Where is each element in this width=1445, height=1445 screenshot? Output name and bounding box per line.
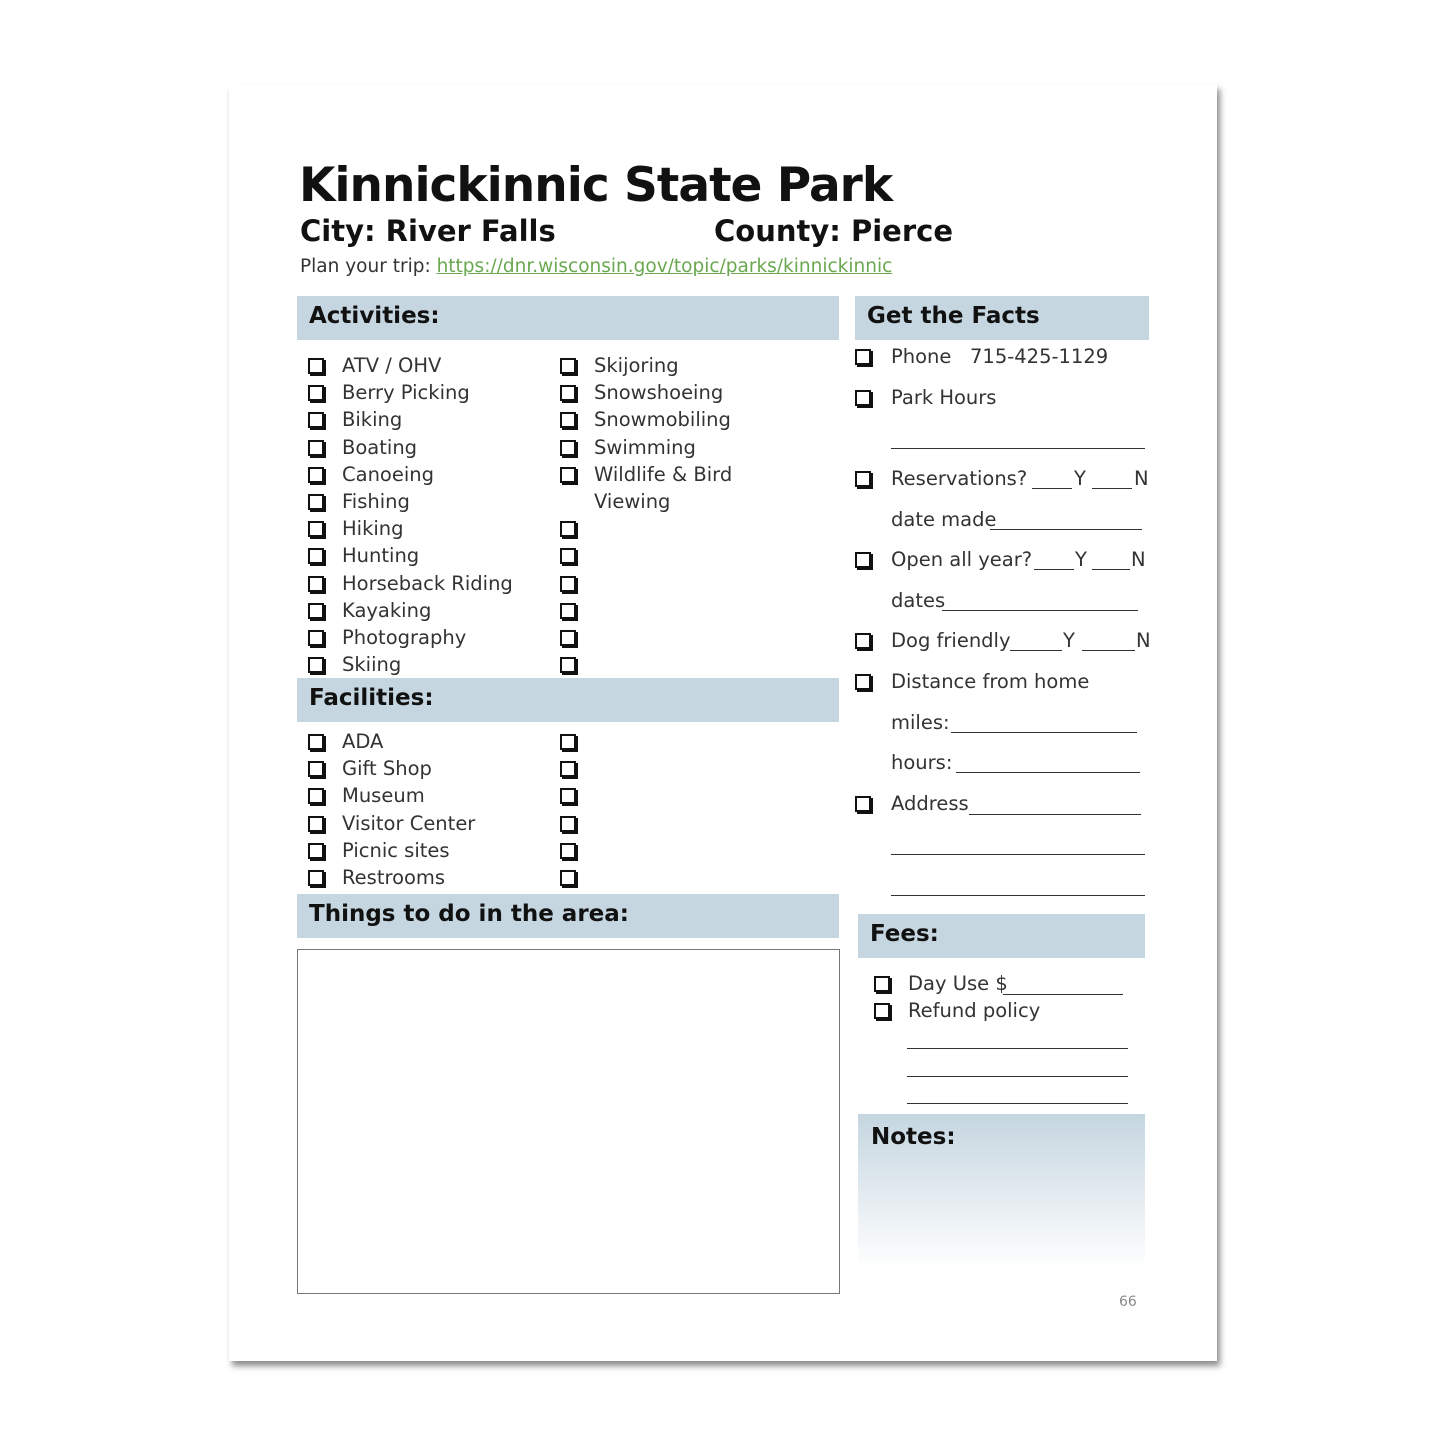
dog-n-line[interactable] (1082, 650, 1135, 651)
checkbox[interactable] (560, 467, 576, 483)
checklist-label: Snowmobiling (594, 408, 731, 432)
fees-header (858, 914, 1145, 958)
refund-line-3[interactable] (907, 1103, 1128, 1104)
dog-n: N (1136, 629, 1151, 652)
checkbox[interactable] (308, 603, 324, 619)
checklist-label: Restrooms (342, 866, 446, 889)
park-url-link[interactable]: https://dnr.wisconsin.gov/topic/parks/kinnickinnic (436, 256, 893, 277)
checkbox[interactable] (560, 440, 576, 456)
dates-label: dates (891, 589, 946, 612)
dog-friendly-checkbox[interactable] (855, 633, 871, 649)
checkbox[interactable] (308, 734, 324, 750)
dates-line[interactable] (942, 610, 1138, 611)
checklist-label: Visitor Center (342, 811, 476, 835)
address-checkbox[interactable] (855, 796, 871, 812)
open-n-line[interactable] (1092, 569, 1130, 570)
checklist-label: Wildlife & Bird (594, 462, 733, 486)
checklist-label: Boating (342, 435, 418, 459)
checkbox[interactable] (308, 843, 324, 859)
checkbox[interactable] (308, 630, 324, 646)
county-label: County: Pierce (714, 214, 953, 248)
reservations-label: Reservations? (891, 467, 1028, 490)
distance-label: Distance from home (891, 670, 1090, 693)
miles-line[interactable] (951, 732, 1137, 733)
plan-trip-label: Plan your trip: (300, 256, 437, 277)
checkbox[interactable] (560, 548, 576, 564)
checkbox[interactable] (560, 412, 576, 428)
distance-checkbox[interactable] (855, 674, 871, 690)
reservations-checkbox[interactable] (855, 471, 871, 487)
open-n: N (1131, 548, 1146, 571)
page-number: 66 (1119, 1294, 1137, 1310)
checkbox[interactable] (560, 734, 576, 750)
day-use-label: Day Use $ (908, 972, 1008, 995)
checklist-label: Viewing (594, 490, 671, 513)
park-hours-line[interactable] (891, 448, 1145, 449)
checklist-label: Kayaking (342, 598, 432, 622)
plan-trip-line (300, 256, 892, 277)
checklist-label: Skijoring (594, 354, 679, 377)
checklist-label: Swimming (594, 435, 696, 459)
dog-friendly-label: Dog friendly (891, 629, 1011, 652)
checklist-label: Picnic sites (342, 838, 450, 862)
things-header (297, 894, 839, 938)
hours-label: hours: (891, 751, 953, 774)
park-hours-checkbox[interactable] (855, 390, 871, 406)
checklist-label: ATV / OHV (342, 354, 442, 377)
checkbox[interactable] (560, 630, 576, 646)
address-line-3[interactable] (891, 895, 1145, 896)
dog-y-line[interactable] (1010, 650, 1062, 651)
open-y: Y (1075, 548, 1087, 571)
address-label: Address (891, 792, 969, 815)
checklist-label: Hunting (342, 544, 420, 568)
checkbox[interactable] (560, 816, 576, 832)
refund-line-2[interactable] (907, 1076, 1128, 1077)
refund-label: Refund policy (908, 999, 1041, 1022)
open-all-year-checkbox[interactable] (855, 552, 871, 568)
date-made-label: date made (891, 508, 997, 531)
checkbox[interactable] (560, 576, 576, 592)
checkbox[interactable] (308, 467, 324, 483)
activities-header (297, 296, 839, 340)
checklist-label: Fishing (342, 490, 410, 513)
miles-label: miles: (891, 711, 950, 734)
checkbox[interactable] (308, 358, 324, 374)
checklist-label: ADA (342, 730, 384, 753)
checkbox[interactable] (560, 358, 576, 374)
checklist-label: Berry Picking (342, 381, 470, 405)
refund-line-1[interactable] (907, 1048, 1128, 1049)
reservations-y: Y (1074, 467, 1086, 490)
checkbox[interactable] (560, 761, 576, 777)
checkbox[interactable] (308, 576, 324, 592)
facts-heading: Get the Facts (867, 303, 1040, 329)
checkbox[interactable] (308, 761, 324, 777)
checkbox[interactable] (308, 816, 324, 832)
page-title: Kinnickinnic State Park (299, 158, 893, 213)
things-heading: Things to do in the area: (309, 901, 629, 927)
reservations-n-line[interactable] (1092, 488, 1132, 489)
hours-line[interactable] (956, 772, 1140, 773)
phone-label: Phone (891, 345, 952, 368)
checkbox[interactable] (560, 385, 576, 401)
day-use-checkbox[interactable] (874, 976, 890, 992)
checkbox[interactable] (308, 788, 324, 804)
open-y-line[interactable] (1034, 569, 1074, 570)
checkbox[interactable] (308, 385, 324, 401)
checklist-label: Museum (342, 784, 425, 808)
open-all-year-label: Open all year? (891, 548, 1033, 571)
checklist-label: Hiking (342, 517, 404, 541)
checklist-label: Photography (342, 626, 467, 649)
phone-value: 715-425-1129 (970, 345, 1109, 368)
day-use-line[interactable] (1003, 994, 1123, 995)
checkbox[interactable] (308, 412, 324, 428)
notes-heading: Notes: (871, 1124, 956, 1150)
things-to-do-box[interactable] (297, 949, 840, 1294)
worksheet-page (229, 84, 1217, 1361)
checklist-label: Canoeing (342, 462, 435, 486)
checkbox[interactable] (308, 657, 324, 673)
checkbox[interactable] (560, 657, 576, 673)
notes-section[interactable] (858, 1114, 1145, 1269)
checkbox[interactable] (308, 440, 324, 456)
reservations-n: N (1134, 467, 1149, 490)
checklist-label: Skiing (342, 653, 402, 677)
city-label: City: River Falls (300, 214, 556, 248)
fees-heading: Fees: (870, 921, 939, 947)
checklist-label: Horseback Riding (342, 571, 513, 595)
activities-heading: Activities: (309, 303, 440, 329)
facts-header (855, 296, 1149, 340)
checkbox[interactable] (560, 788, 576, 804)
checkbox[interactable] (308, 521, 324, 537)
address-line-1[interactable] (969, 814, 1141, 815)
park-hours-label: Park Hours (891, 386, 997, 409)
refund-checkbox[interactable] (874, 1003, 890, 1019)
checkbox[interactable] (308, 548, 324, 564)
phone-checkbox[interactable] (855, 349, 871, 365)
checklist-label: Biking (342, 408, 403, 432)
date-made-line[interactable] (990, 529, 1142, 530)
dog-y: Y (1063, 629, 1075, 652)
checklist-label: Gift Shop (342, 757, 432, 781)
facilities-header (297, 678, 839, 722)
checkbox[interactable] (560, 521, 576, 537)
checkbox[interactable] (308, 870, 324, 886)
facilities-heading: Facilities: (309, 685, 434, 711)
reservations-y-line[interactable] (1032, 488, 1072, 489)
checklist-label: Snowshoeing (594, 381, 724, 405)
checkbox[interactable] (560, 603, 576, 619)
checkbox[interactable] (560, 870, 576, 886)
checkbox[interactable] (560, 843, 576, 859)
checkbox[interactable] (308, 494, 324, 510)
address-line-2[interactable] (891, 854, 1145, 855)
